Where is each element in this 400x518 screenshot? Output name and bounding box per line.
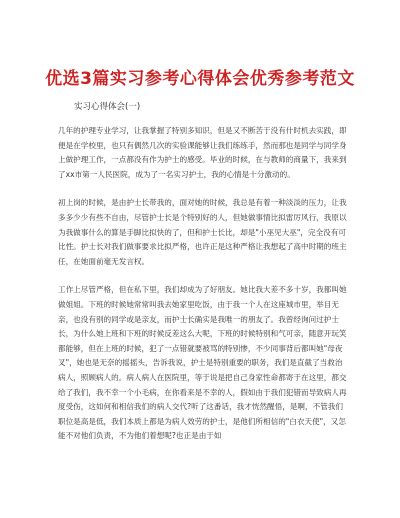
paragraph-2: 初上岗的时候，是由护士长带我的，面对她的时候，我总是有着一种淡淡的压力，让我多多少少有些不自由，尽管护士长是个特别好的人，但她做事情比拟雷厉风行，我原以为我做事什么的算是手脚比拟快的了，但和护士长比，却是"小巫见大巫"，完全没有可比性。护士长对我们做事要求比拟严格，也许正是这种严格让我想起了高中时期的班主任，在她面前毫无发言权。	[58, 198, 347, 266]
document-title: 优选3篇实习参考心得体会优秀参考范文	[45, 69, 355, 89]
paragraph-3: 工作上尽管严格，但在私下里，我们却成为了好朋友。她比我大差不多十岁，我都叫她做姐姐。下班的时候她常常叫我去她家里吃饭，由于我一个人在这座城市里，举目无亲，也没有别的同学或是亲友，而护士长确实是我唯一的朋友了。我曾经询问过护士长，为什么她上班和下班的时候反差这么大呢，下班的时候特别和气可亲，随意开玩笑都能够，但在上班的时候，犯了一点错就要被骂的特别惨，不少同事背后都叫她"母夜叉"，她也是无奈的摇摇头，告诉我说，护士是特别重要的职务，我们是直截了当救治病人，照顾病人的。病人病人在医院里，等于说是把自己身家性命都寄于在这里，都交给了我们，我不幸一个小毛病，在你看来是不幸的人，假如由于我们犯错而导致病人再度受伤，这如何和相信我们的病人交代?听了这番话，我才恍然醒悟，是啊，不管我们职位是高是低，我们本质上都是为病人效劳的护士，是他们所相信的"白衣天使"，又怎能不对他们负责，不为他们着想呢?也正是由于如	[58, 285, 347, 441]
document-subtitle: 实习心得体会(一)	[74, 102, 141, 112]
document-body	[58, 124, 348, 458]
paragraph-1: 几年的护理专业学习，让我掌握了特别多知识，但是又不断苦于没有什时机去实践，即便是在学校里，也只有偶然几次的实验课能够让我们练练手，然而那也是同学与同学身上做护理工作，一点都没有作为护士的感受。毕业的时候，在与教师的商量下，我来到了xx市第一人民医院，成为了一名实习护士，我的心情是十分激动的。	[58, 126, 347, 179]
